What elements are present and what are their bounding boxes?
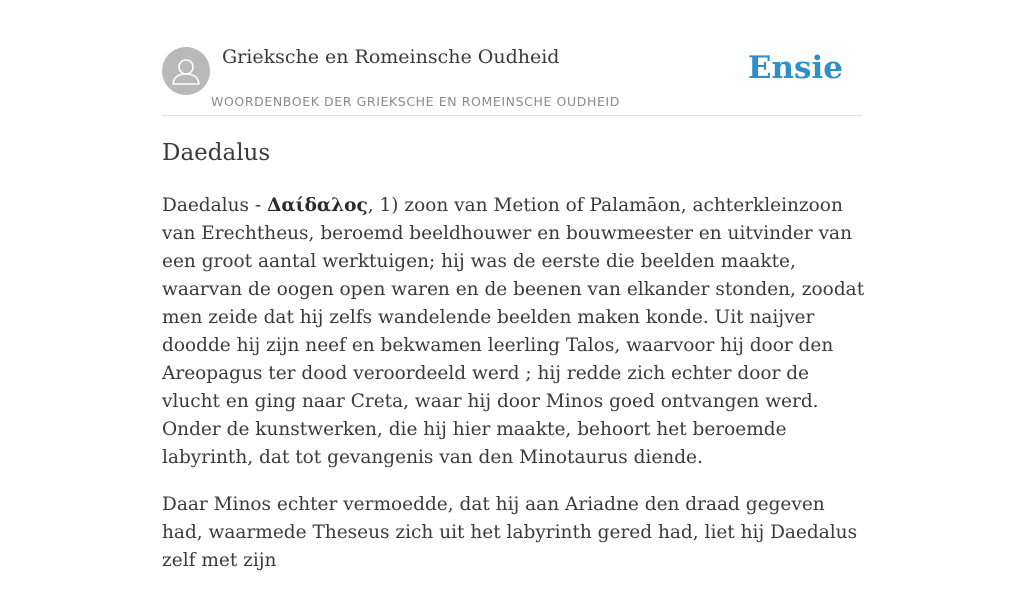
paragraph-text: , 1) zoon van Metion of Palamāon, achterkleinzoon van Erechtheus, beroemd beeldhouwer en bouwmeester en uitvinder van een groot aantal werktuigen; hij was de eerste die beelden maakte, waarvan de oogen open waren en de beenen van elkander stonden, zoodat men zeide dat hij zelfs wandelende beelden maken konde. Uit naijver doodde hij zijn neef en bekwamen leerling Talos, waarvoor hij door den Areopagus ter dood veroordeeld werd ; hij redde zich echter door de vlucht en ging naar Creta, waar hij door Minos goed ontvangen werd. Onder de kunstwerken, die hij hier maakte, behoort het beroemde labyrinth, dat tot gevangenis van den Minotaurus diende. — [162, 195, 865, 468]
term-name: Daedalus - — [162, 195, 268, 216]
article-paragraph — [162, 491, 867, 575]
page-container — [162, 0, 865, 571]
article-paragraph — [162, 192, 867, 472]
site-subtitle: WOORDENBOEK DER GRIEKSCHE EN ROMEINSCHE OUDHEID — [211, 94, 620, 109]
site-title[interactable]: Grieksche en Romeinsche Oudheid — [222, 46, 560, 68]
site-header — [162, 0, 862, 116]
brand-logo[interactable]: Ensie — [747, 50, 843, 86]
page-title: Daedalus — [162, 140, 271, 166]
greek-term: Δαίδαλος — [267, 195, 368, 216]
user-avatar[interactable] — [162, 47, 210, 95]
user-icon — [162, 47, 210, 95]
paragraph-text: Daar Minos echter vermoedde, dat hij aan Ariadne den draad gegeven had, waarmede Theseus zich uit het labyrinth gered had, liet hij Daedalus zelf met zijn — [162, 494, 858, 571]
article-body — [162, 192, 867, 594]
